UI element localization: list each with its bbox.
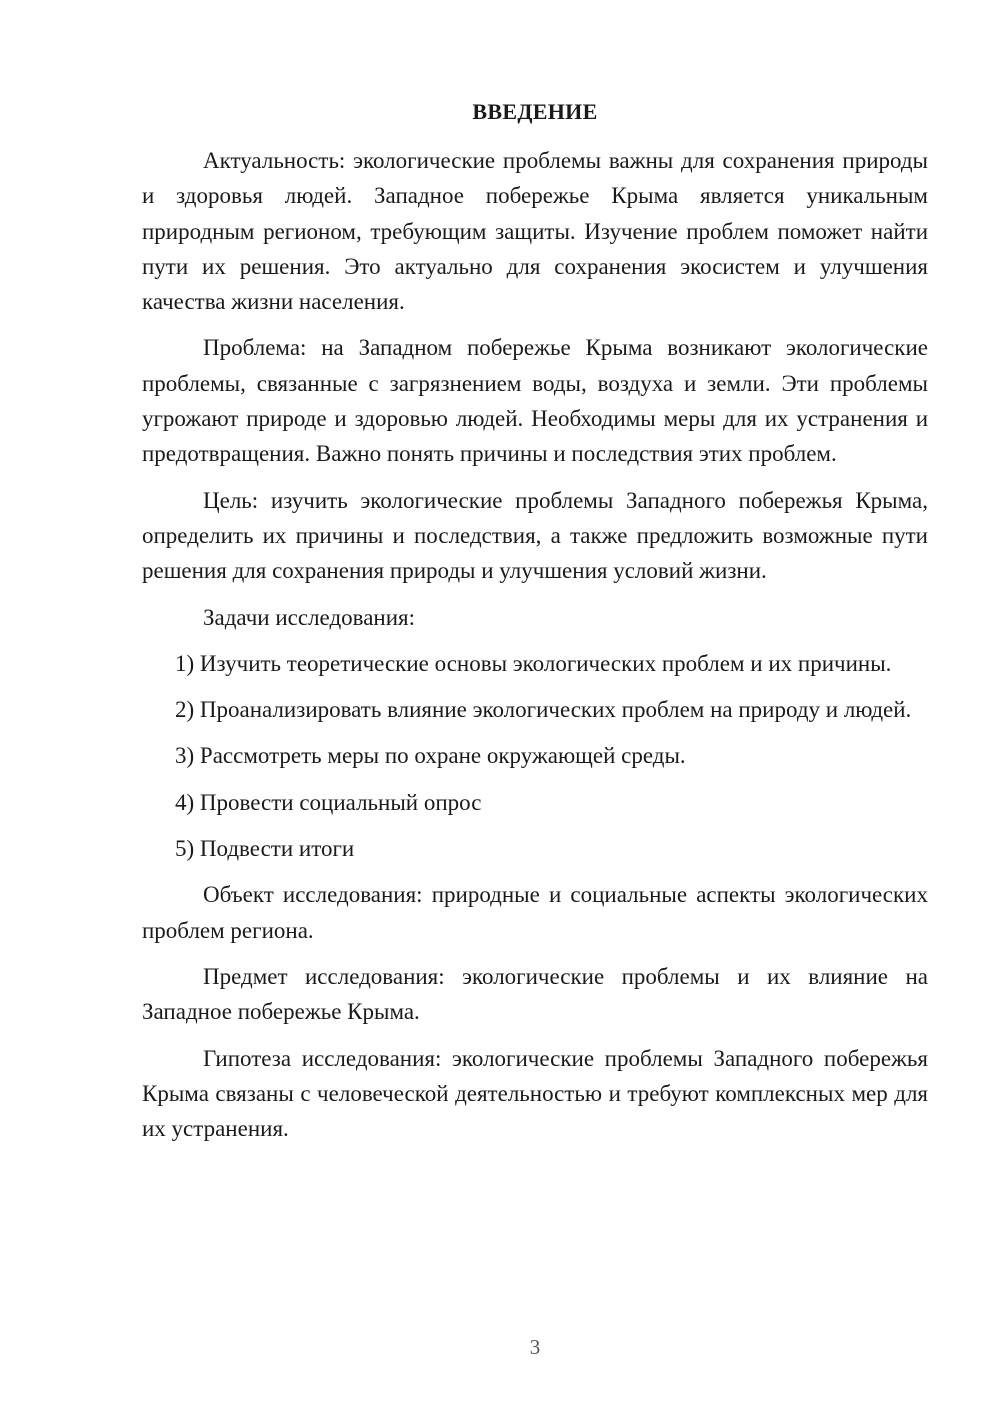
paragraph-subject: Предмет исследования: экологические проблемы и их влияние на Западное побережье Крыма. (142, 963, 928, 1025)
section-title: ВВЕДЕНИЕ (472, 99, 598, 124)
task-item-5: 5) Подвести итоги (175, 836, 355, 862)
paragraph-tasks-heading: Задачи исследования: (203, 604, 416, 630)
task-item-1: 1) Изучить теоретические основы экологических проблем и их причины. (175, 650, 892, 676)
paragraph-goal: Цель: изучить экологические проблемы Западного побережья Крыма, определить их причины и последствия, а также предложить возможные пути решения для сохранения природы и улучшения условий жизни. (142, 487, 928, 584)
document-body (142, 143, 928, 1157)
paragraph-relevance: Актуальность: экологические проблемы важны для сохранения природы и здоровья людей. Западное побережье Крыма является уникальным природным регионом, требующим защиты. Изучение проблем поможет найти пути их решения. Это актуально для сохранения экосистем и улучшения качества жизни населения. (142, 148, 928, 315)
task-item-3: 3) Рассмотреть меры по охране окружающей среды. (175, 743, 686, 769)
page-number: 3 (529, 1335, 541, 1359)
paragraph-object: Объект исследования: природные и социальные аспекты экологических проблем региона. (142, 882, 928, 943)
paragraph-problem: Проблема: на Западном побережье Крыма возникают экологические проблемы, связанные с загрязнением воды, воздуха и земли. Эти проблемы угрожают природе и здоровью людей. Необходимы меры для их устранения и предотвращения. Важно понять причины и последствия этих проблем. (142, 335, 928, 467)
task-item-4: 4) Провести социальный опрос (175, 789, 482, 815)
task-item-2: 2) Проанализировать влияние экологических проблем на природу и людей. (175, 697, 912, 723)
document-page (142, 0, 928, 1414)
paragraph-hypothesis: Гипотеза исследования: экологические проблемы Западного побережья Крыма связаны с человеческой деятельностью и требуют комплексных мер для их устранения. (142, 1045, 928, 1142)
